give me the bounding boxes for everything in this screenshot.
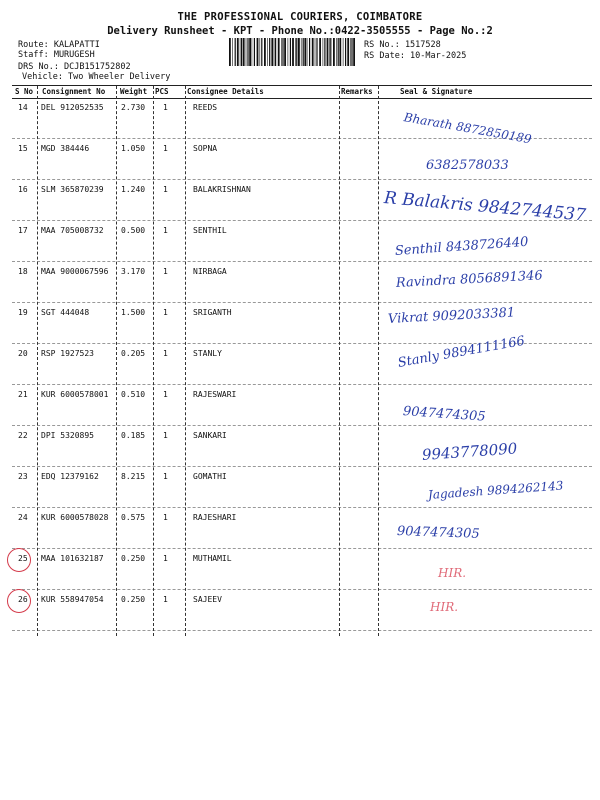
row-consignment: KUR 558947054 [41,595,104,604]
handwritten-signature: 9047474305 [402,404,487,425]
row-pcs: 1 [163,390,168,399]
row-sno: 14 [18,103,28,112]
row-consignee: GOMATHI [193,472,227,481]
row-pcs: 1 [163,595,168,604]
table-row [0,385,600,426]
handwritten-signature: Vikrat 9092033381 [387,305,516,327]
row-pcs: 1 [163,554,168,563]
row-sno: 17 [18,226,28,235]
row-weight: 0.185 [121,431,146,440]
row-pcs: 1 [163,226,168,235]
runsheet-subtitle: Delivery Runsheet - KPT - Phone No.:0422-3505555 - Page No.:2 [107,25,493,37]
col-remarks: Remarks [341,87,373,96]
column-separator [378,86,379,636]
column-separator [116,86,117,636]
row-consignee: SANKARI [193,431,227,440]
row-weight: 0.250 [121,595,146,604]
handwritten-signature: Ravindra 8056891346 [395,268,544,291]
handwritten-signature: 9943778090 [421,439,518,464]
row-divider [12,630,592,631]
row-pcs: 1 [163,267,168,276]
column-separator [185,86,186,636]
row-weight: 1.050 [121,144,146,153]
row-sno: 18 [18,267,28,276]
row-pcs: 1 [163,144,168,153]
row-pcs: 1 [163,185,168,194]
barcode-icon [229,38,356,66]
col-weight: Weight [120,87,148,96]
row-weight: 1.500 [121,308,146,317]
staff-label: Staff: MURUGESH [18,50,95,60]
row-weight: 8.215 [121,472,146,481]
row-consignee: SENTHIL [193,226,227,235]
row-consignee: SOPNA [193,144,218,153]
row-sno: 15 [18,144,28,153]
row-pcs: 1 [163,349,168,358]
row-consignment: DPI 5320895 [41,431,94,440]
row-consignee: STANLY [193,349,222,358]
handwritten-signature: Stanly 9894111166 [396,333,526,371]
handwritten-signature: 9047474305 [396,524,480,542]
row-sno: 20 [18,349,28,358]
row-consignee: MUTHAMIL [193,554,232,563]
row-pcs: 1 [163,308,168,317]
row-consignment: MAA 705008732 [41,226,104,235]
row-pcs: 1 [163,472,168,481]
row-sno: 24 [18,513,28,522]
row-consignment: SLM 365870239 [41,185,104,194]
row-consignee: REEDS [193,103,218,112]
row-consignment: SGT 444048 [41,308,90,317]
table-row [0,590,600,631]
handwritten-signature: R Balakris 9842744537 [383,188,587,226]
row-consignee: NIRBAGA [193,267,227,276]
row-weight: 0.250 [121,554,146,563]
row-consignment: MGD 384446 [41,144,90,153]
row-consignee: BALAKRISHNAN [193,185,251,194]
row-weight: 3.170 [121,267,146,276]
column-separator [339,86,340,636]
red-circle-mark [7,548,31,572]
vehicle-label: Vehicle: Two Wheeler Delivery [22,72,171,82]
row-sno: 23 [18,472,28,481]
col-consignment: Consignment No [42,87,106,96]
route-label: Route: KALAPATTI [18,40,100,50]
row-weight: 0.500 [121,226,146,235]
hir-remark: HIR. [430,600,459,614]
table-header [0,86,600,98]
table-row [0,139,600,180]
col-sno: S No [15,87,34,96]
row-consignment: MAA 101632187 [41,554,104,563]
red-circle-mark [7,589,31,613]
row-weight: 2.730 [121,103,146,112]
row-sno: 16 [18,185,28,194]
row-consignment: EDQ 12379162 [41,472,99,481]
runsheet-title: THE PROFESSIONAL COURIERS, COIMBATORE [177,11,423,23]
handwritten-signature: Jagadesh 9894262143 [427,478,564,502]
column-separator [153,86,154,636]
row-sno: 25 [18,554,28,563]
col-pcs: PCS [155,87,169,96]
handwritten-signature: 6382578033 [426,158,509,173]
drs-number: DRS No.: DCJB151752802 [18,62,131,72]
handwritten-signature: Bharath 8872850189 [402,110,533,147]
column-separator [37,86,38,636]
row-pcs: 1 [163,513,168,522]
row-weight: 0.510 [121,390,146,399]
row-consignment: KUR 6000578001 [41,390,109,399]
row-consignment: RSP 1927523 [41,349,94,358]
row-sno: 21 [18,390,28,399]
row-pcs: 1 [163,103,168,112]
row-consignment: DEL 912052535 [41,103,104,112]
col-consignee: Consignee Details [187,87,264,96]
row-consignment: KUR 6000578028 [41,513,109,522]
row-sno: 26 [18,595,28,604]
hir-remark: HIR. [438,566,467,580]
handwritten-signature: Senthil 8438726440 [394,234,529,259]
table-row [0,508,600,549]
row-consignee: SRIGANTH [193,308,232,317]
rs-number: RS No.: 1517528 [364,40,441,50]
row-weight: 0.205 [121,349,146,358]
row-sno: 19 [18,308,28,317]
row-consignment: MAA 9000067596 [41,267,109,276]
row-weight: 0.575 [121,513,146,522]
row-weight: 1.240 [121,185,146,194]
rs-date: RS Date: 10-Mar-2025 [364,51,467,61]
row-pcs: 1 [163,431,168,440]
table-row [0,549,600,590]
row-consignee: SAJEEV [193,595,222,604]
col-seal: Seal & Signature [400,87,473,96]
row-sno: 22 [18,431,28,440]
row-consignee: RAJESWARI [193,390,237,399]
row-consignee: RAJESHARI [193,513,237,522]
